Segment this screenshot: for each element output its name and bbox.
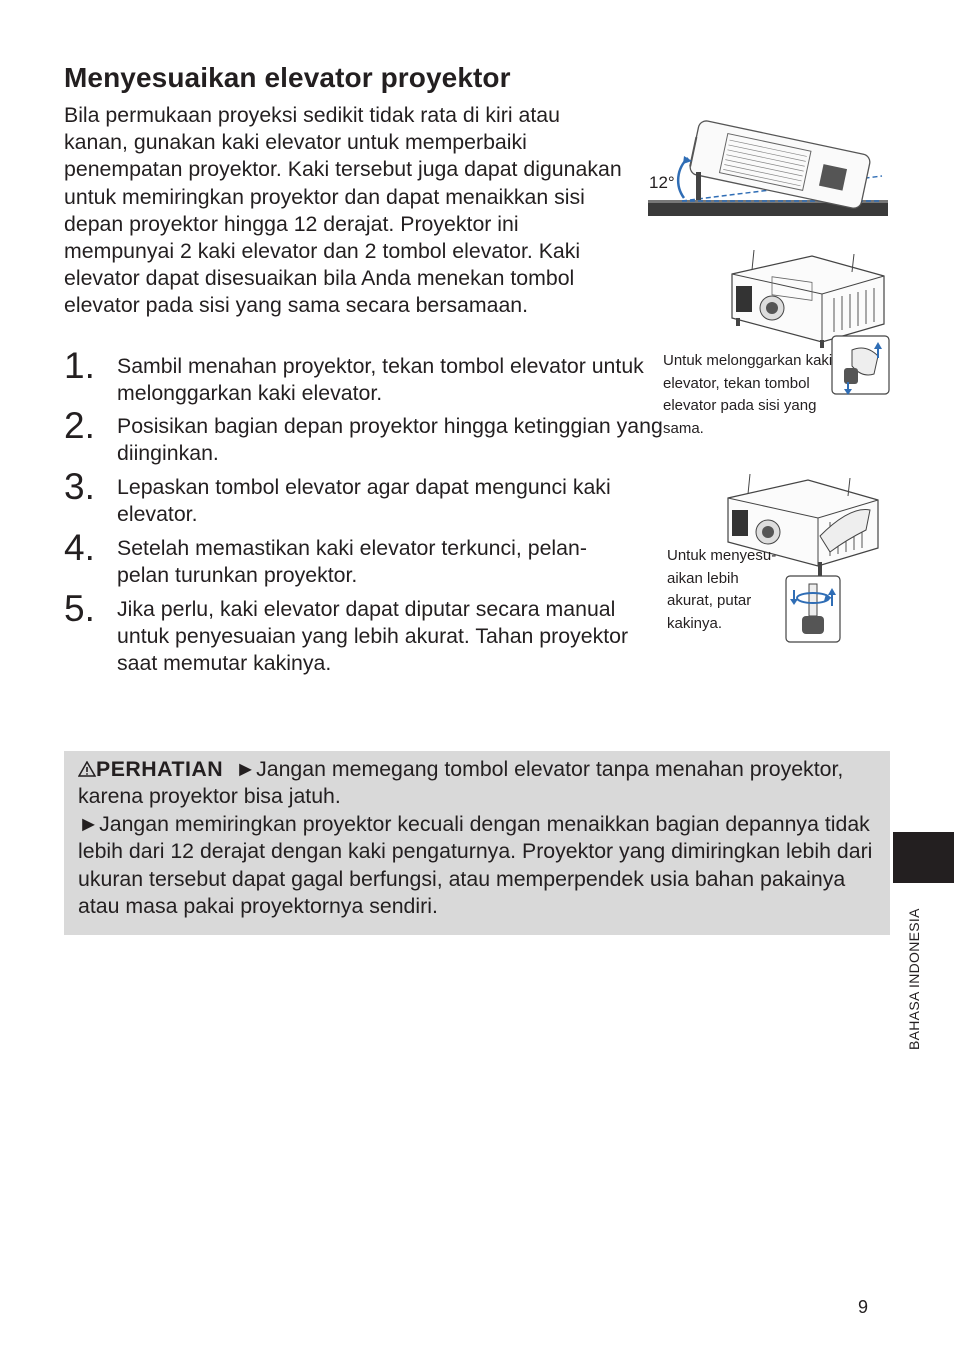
- step-text: Sambil menahan proyektor, tekan tombol elevator untuk melonggarkan kaki elevator.: [117, 354, 644, 406]
- step-number: 5.: [64, 588, 95, 629]
- caption-loosen: Untuk melonggarkan kaki elevator, tekan tombol elevator pada sisi yang sama.: [663, 352, 833, 437]
- step-text: Jika perlu, kaki elevator dapat diputar secara manual untuk penyesuaian yang lebih akurat. Tahan proyektor saat memutar kakinya.: [117, 597, 629, 676]
- step-number: 3.: [64, 466, 95, 507]
- step-number: 1.: [64, 345, 95, 386]
- tilt-angle-label: 12°: [649, 173, 675, 192]
- step-text: Posisikan bagian depan proyektor hingga ketinggian yang diinginkan.: [117, 414, 663, 466]
- step-number: 4.: [64, 527, 95, 568]
- page-number: 9: [858, 1297, 869, 1317]
- page-title: Menyesuaikan elevator proyektor: [64, 62, 511, 93]
- caption-fine-adjust: Untuk menyesu-aikan lebih akurat, putar kakinya.: [667, 547, 777, 632]
- step-text: Lepaskan tombol elevator agar dapat mengunci kaki elevator.: [117, 475, 611, 527]
- language-tab-label: BAHASA INDONESIA: [906, 908, 922, 1050]
- step-text: Setelah memastikan kaki elevator terkunci, pelan-pelan turunkan proyektor.: [117, 536, 587, 588]
- warning-triangle-icon: [78, 761, 96, 777]
- caution-box: [64, 751, 890, 935]
- caution-label: PERHATIAN: [96, 757, 224, 781]
- caution-item-1: ►Jangan memegang tombol elevator tanpa menahan proyektor, karena proyektor bisa jatuh.: [78, 757, 844, 809]
- caution-item-2: ►Jangan memiringkan proyektor kecuali dengan menaikkan bagian depannya tidak lebih dari 12 derajat dengan kaki pengaturnya. Proyektor yang dimiringkan lebih dari ukuran tersebut dapat gagal berfungsi, atau memperpendek usia bahan pakainya atau masa pakai proyektornya sendiri.: [78, 811, 873, 919]
- language-tab: [893, 832, 954, 883]
- caution-text: [78, 756, 884, 920]
- step-number: 2.: [64, 405, 95, 446]
- intro-paragraph: Bila permukaan proyeksi sedikit tidak rata di kiri atau kanan, gunakan kaki elevator untuk memperbaiki penempatan proyektor. Kaki tersebut juga dapat digunakan untuk memiringkan proyektor dan dapat menaikkan sisi depan proyektor hingga 12 derajat. Proyektor ini mempunyai 2 kaki elevator dan 2 tombol elevator. Kaki elevator dapat disesuaikan bila Anda menekan tombol elevator pada sisi yang sama secara bersamaan.: [64, 103, 622, 318]
- projector-tilt-illustration: [646, 106, 890, 220]
